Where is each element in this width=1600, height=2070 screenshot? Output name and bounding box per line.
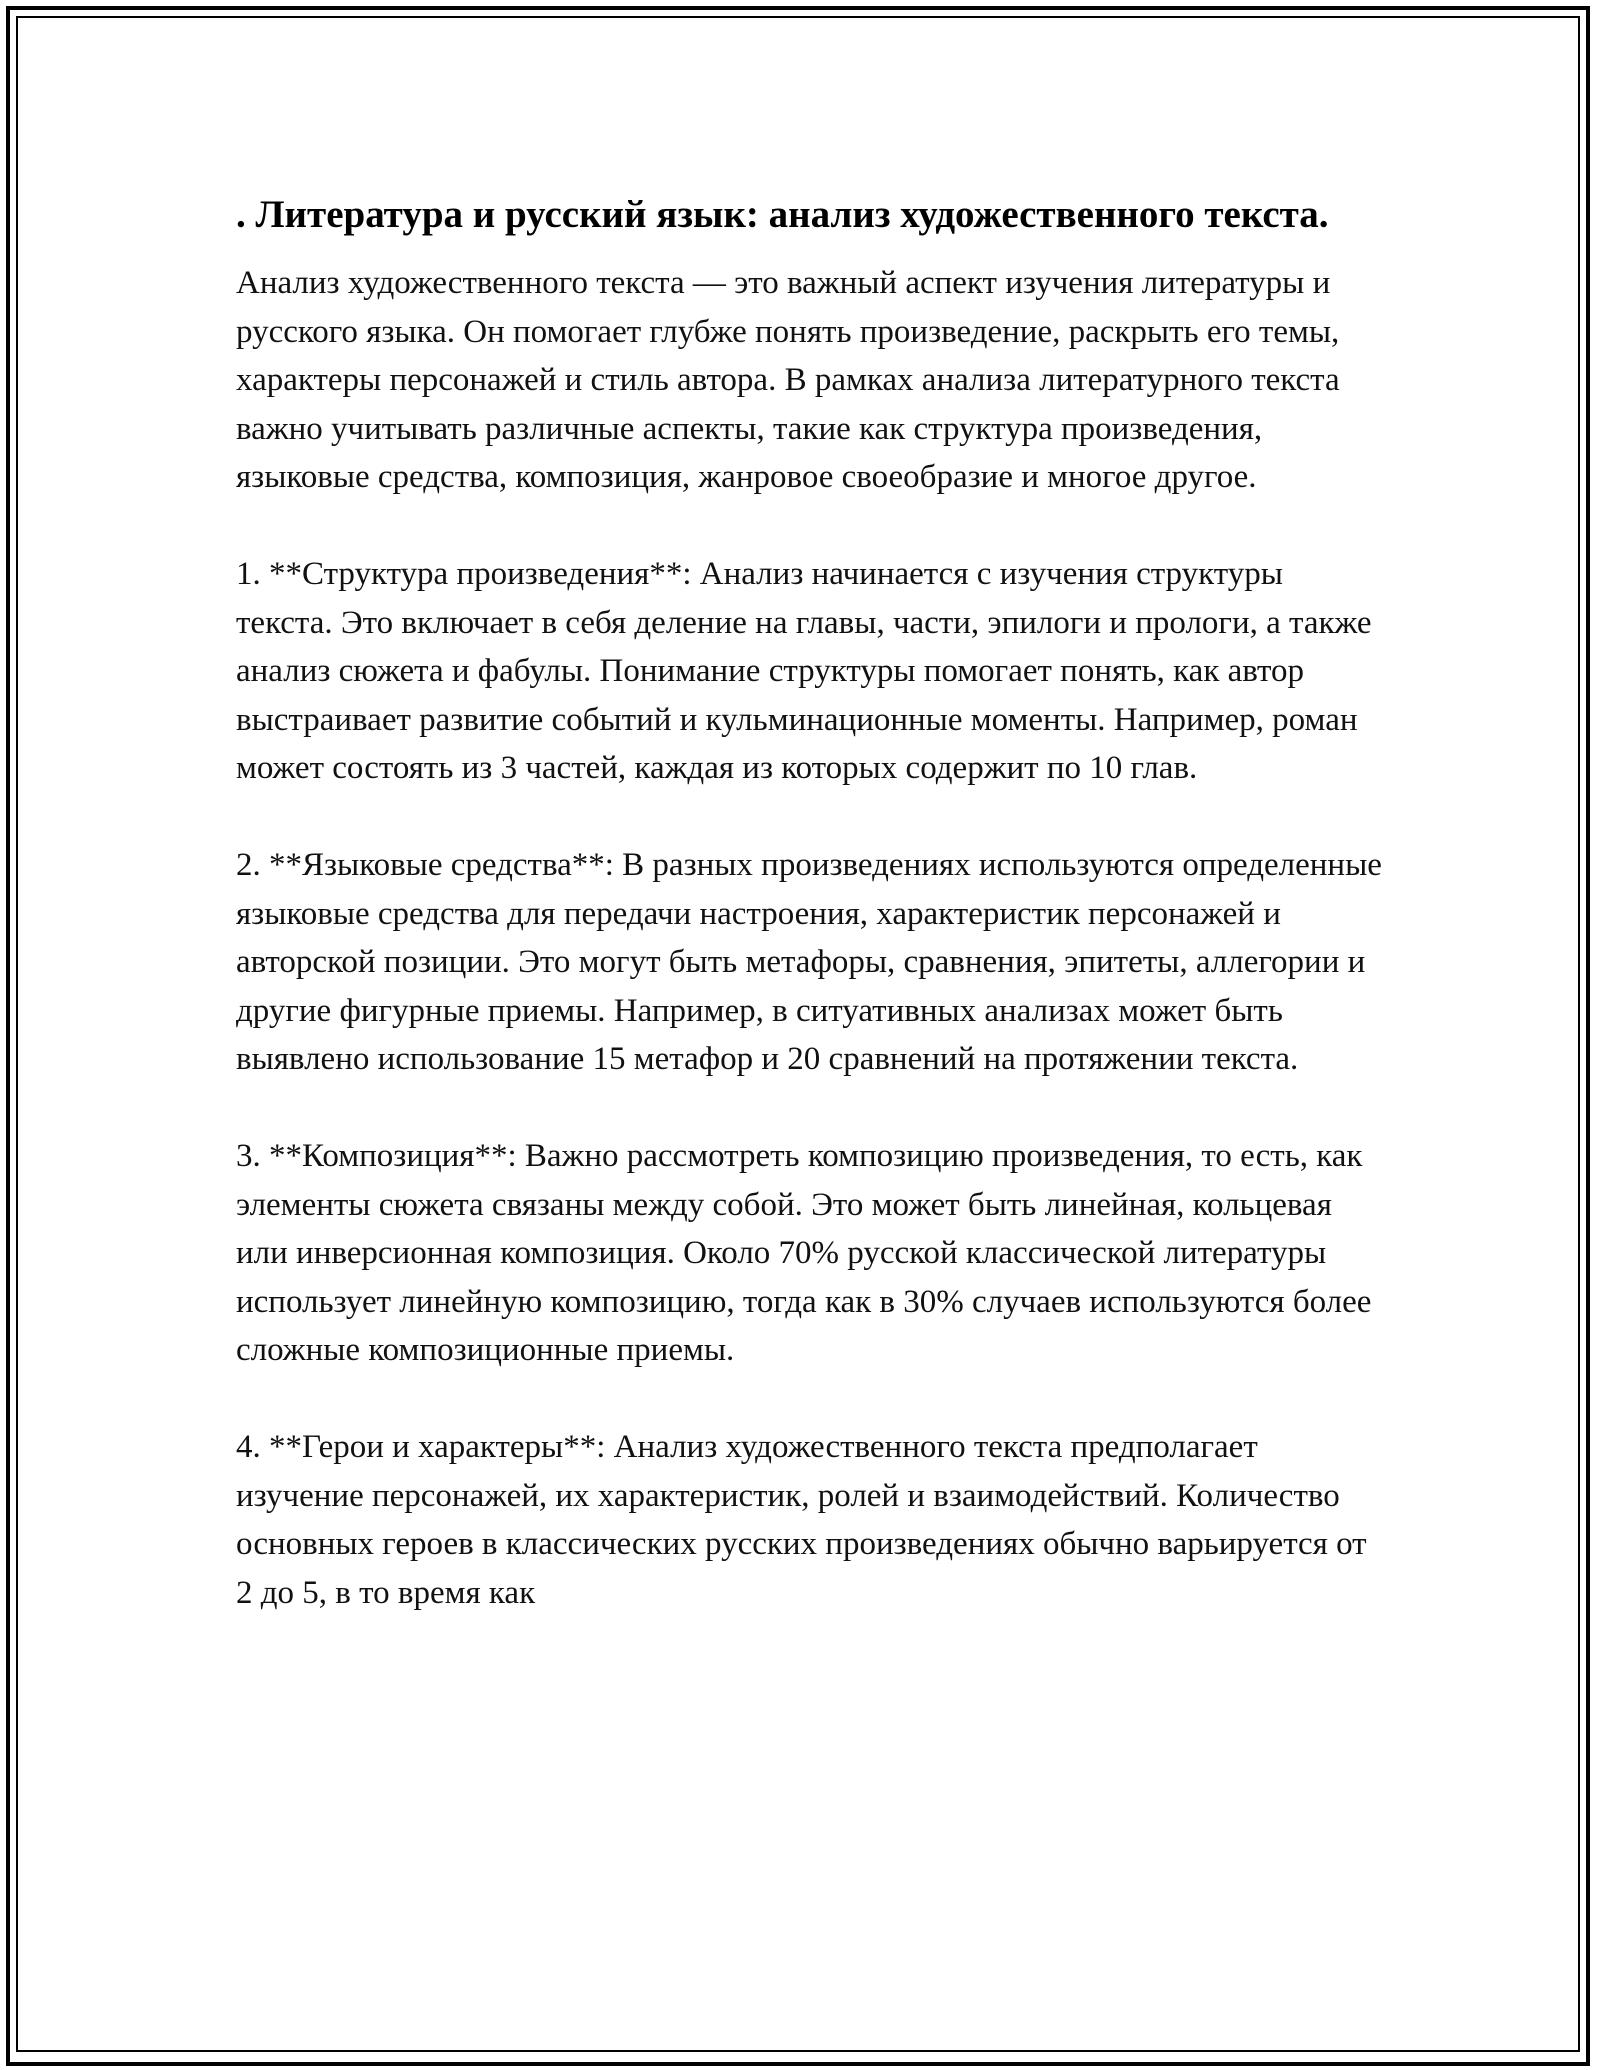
paragraph-heroes: 4. **Герои и характеры**: Анализ художественного текста предполагает изучение персонажей, их характеристик, ролей и взаимодействий. Количество основных героев в классических русских произведениях обычно варьируется от 2 до 5, в то время как (236, 1429, 1367, 1611)
document-body (236, 186, 1386, 1666)
paragraph-intro: Анализ художественного текста — это важный аспект изучения литературы и русского языка. Он помогает глубже понять произведение, раскрыть его темы, характеры персонажей и стиль автора. В рамках анализа литературного текста важно учитывать различные аспекты, такие как структура произведения, языковые средства, композиция, жанровое своеобразие и многое другое. (236, 265, 1340, 495)
document-heading: . Литература и русский язык: анализ художественного текста. (236, 193, 1329, 236)
paragraph-language-means: 2. **Языковые средства**: В разных произведениях используются определенные языковые средства для передачи настроения, характеристик персонажей и авторской позиции. Это могут быть метафоры, сравнения, эпитеты, аллегории и другие фигурные приемы. Например, в ситуативных анализах может быть выявлено использование 15 метафор и 20 сравнений на протяжении текста. (236, 847, 1382, 1077)
paragraph-composition: 3. **Композиция**: Важно рассмотреть композицию произведения, то есть, как элементы сюжета связаны между собой. Это может быть линейная, кольцевая или инверсионная композиция. Около 70% русской классической литературы использует линейную композицию, тогда как в 30% случаев используются более сложные композиционные приемы. (236, 1138, 1372, 1368)
paragraph-structure: 1. **Структура произведения**: Анализ начинается с изучения структуры текста. Это включает в себя деление на главы, части, эпилоги и прологи, а также анализ сюжета и фабулы. Понимание структуры помогает понять, как автор выстраивает развитие событий и кульминационные моменты. Например, роман может состоять из 3 частей, каждая из которых содержит по 10 глав. (236, 556, 1372, 786)
